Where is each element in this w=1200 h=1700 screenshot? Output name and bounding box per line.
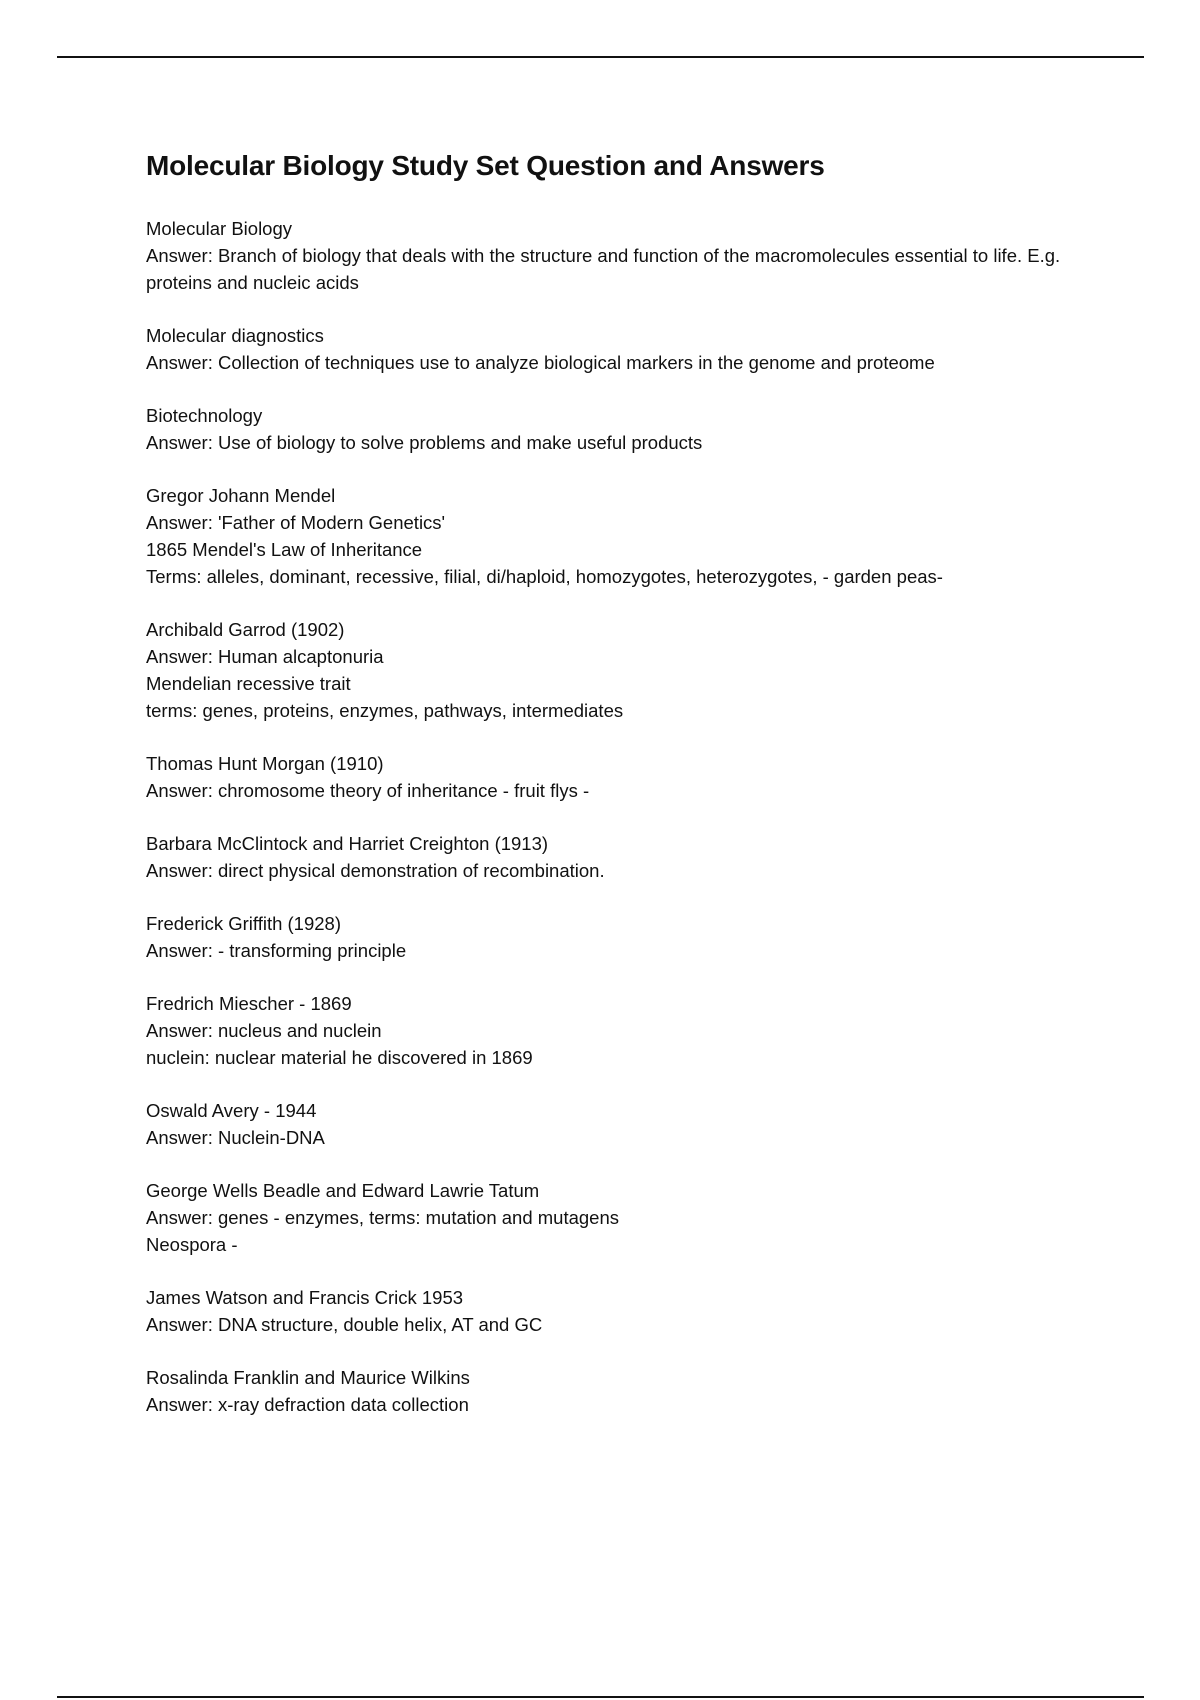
entry-term: Frederick Griffith (1928): [146, 913, 341, 934]
entry-detail: Terms: alleles, dominant, recessive, filial, di/haploid, homozygotes, heterozygotes, - garden peas-: [146, 566, 943, 587]
qa-entry: [146, 910, 1096, 964]
entry-term: Oswald Avery - 1944: [146, 1100, 317, 1121]
entry-term: Fredrich Miescher - 1869: [146, 993, 352, 1014]
entry-term: George Wells Beadle and Edward Lawrie Tatum: [146, 1180, 540, 1201]
entry-answer: Answer: 'Father of Modern Genetics': [146, 512, 446, 533]
entry-term: Biotechnology: [146, 405, 263, 426]
entry-list: [146, 215, 1096, 1418]
entry-answer: Answer: Nuclein-DNA: [146, 1127, 325, 1148]
qa-entry: [146, 616, 1096, 724]
entry-term: Molecular Biology: [146, 218, 293, 239]
header-rule: [57, 56, 1144, 58]
document-body: [146, 145, 1096, 1444]
entry-answer: Answer: Human alcaptonuria: [146, 646, 384, 667]
entry-answer: Answer: DNA structure, double helix, AT and GC: [146, 1314, 543, 1335]
footer-rule: [57, 1696, 1144, 1698]
qa-entry: [146, 1177, 1096, 1258]
qa-entry: [146, 1097, 1096, 1151]
entry-detail: nuclein: nuclear material he discovered in 1869: [146, 1047, 533, 1068]
qa-entry: [146, 402, 1096, 456]
entry-detail: terms: genes, proteins, enzymes, pathways, intermediates: [146, 700, 624, 721]
entry-answer: Answer: direct physical demonstration of recombination.: [146, 860, 605, 881]
qa-entry: [146, 1284, 1096, 1338]
entry-detail: Mendelian recessive trait: [146, 673, 351, 694]
qa-entry: [146, 1364, 1096, 1418]
entry-term: James Watson and Francis Crick 1953: [146, 1287, 464, 1308]
entry-term: Barbara McClintock and Harriet Creighton (1913): [146, 833, 549, 854]
entry-detail: 1865 Mendel's Law of Inheritance: [146, 539, 423, 560]
entry-answer: Answer: genes - enzymes, terms: mutation and mutagens: [146, 1207, 619, 1228]
entry-term: Archibald Garrod (1902): [146, 619, 345, 640]
entry-term: Gregor Johann Mendel: [146, 485, 336, 506]
entry-answer: Answer: Collection of techniques use to analyze biological markers in the genome and proteome: [146, 352, 935, 373]
entry-answer: Answer: nucleus and nuclein: [146, 1020, 382, 1041]
document-title: Molecular Biology Study Set Question and Answers: [146, 150, 825, 181]
entry-answer: Answer: - transforming principle: [146, 940, 407, 961]
entry-answer: Answer: Use of biology to solve problems and make useful products: [146, 432, 703, 453]
entry-term: Rosalinda Franklin and Maurice Wilkins: [146, 1367, 470, 1388]
entry-detail: Neospora -: [146, 1234, 238, 1255]
qa-entry: [146, 830, 1096, 884]
entry-term: Thomas Hunt Morgan (1910): [146, 753, 384, 774]
qa-entry: [146, 215, 1096, 296]
entry-answer: Answer: x-ray defraction data collection: [146, 1394, 469, 1415]
entry-term: Molecular diagnostics: [146, 325, 324, 346]
qa-entry: [146, 990, 1096, 1071]
qa-entry: [146, 750, 1096, 804]
qa-entry: [146, 482, 1096, 590]
entry-answer: Answer: Branch of biology that deals with the structure and function of the macromolecules essential to life. E.g. proteins and nucleic acids: [146, 245, 1061, 293]
entry-answer: Answer: chromosome theory of inheritance - fruit flys -: [146, 780, 590, 801]
qa-entry: [146, 322, 1096, 376]
